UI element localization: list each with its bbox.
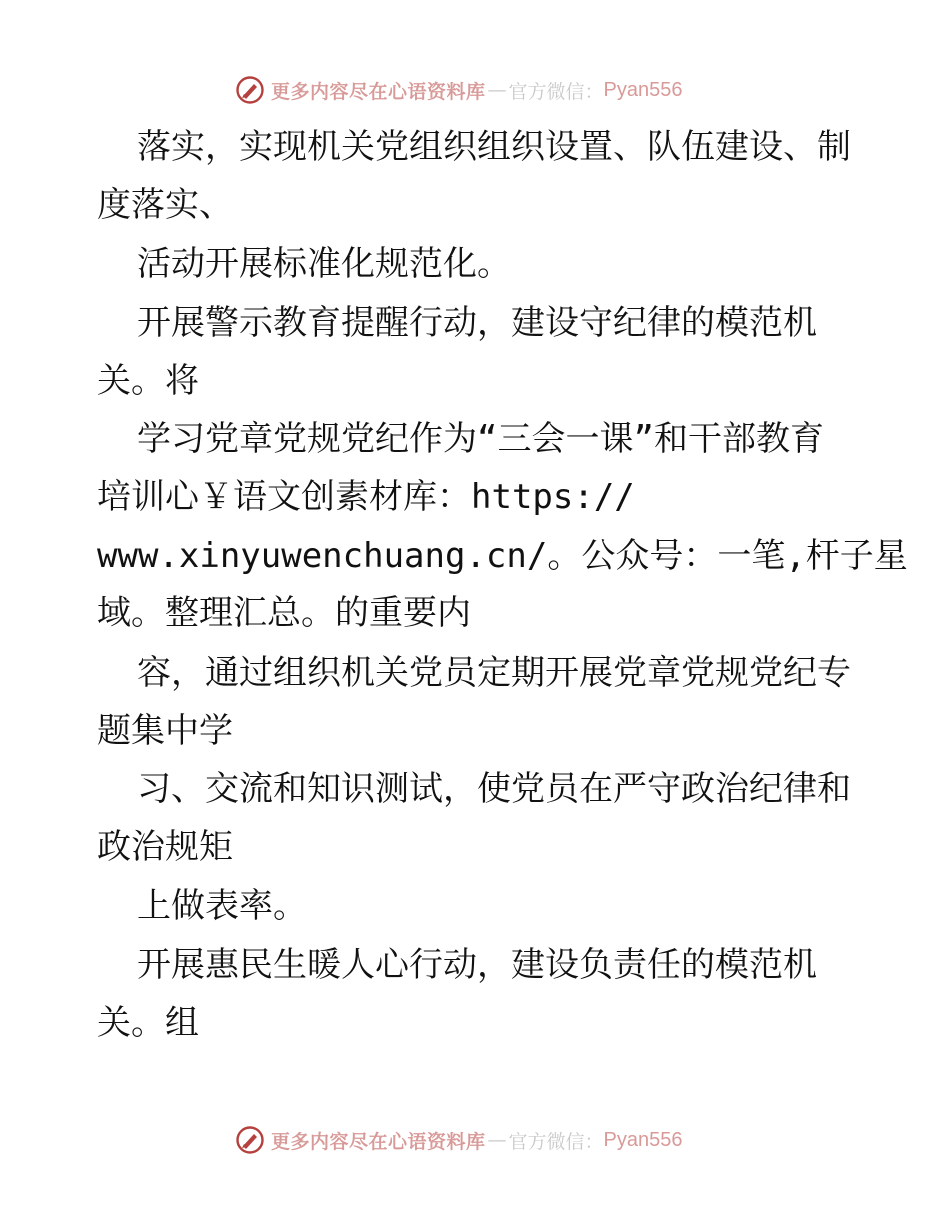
body-line: 域。整理汇总。的重要内 — [97, 593, 471, 633]
body-line: 开展警示教育提醒行动，建设守纪律的模范机 — [137, 303, 817, 343]
body-line: 开展惠民生暖人心行动，建设负责任的模范机 — [137, 945, 817, 985]
banner-separator: — — [487, 1129, 507, 1151]
body-line: 习、交流和知识测试，使党员在严守政治纪律和 — [137, 769, 851, 809]
banner-wechat-label: 官方微信： — [508, 1130, 604, 1153]
body-line: 培训心￥语文创素材库：https:// — [97, 477, 635, 517]
banner-account: Pyan556 — [603, 78, 683, 101]
body-line: 学习党章党规党纪作为“三会一课”和干部教育 — [137, 419, 824, 459]
body-line: 关。组 — [97, 1003, 199, 1043]
body-line: 题集中学 — [97, 711, 233, 751]
banner-separator: — — [487, 79, 507, 101]
banner-account: Pyan556 — [603, 1128, 683, 1151]
body-line: 容，通过组织机关党员定期开展党章党规党纪专 — [137, 653, 851, 693]
header-banner — [235, 73, 683, 107]
body-line: 度落实、 — [97, 185, 233, 225]
body-line: 政治规矩 — [97, 827, 233, 867]
body-line: www.xinyuwenchuang.cn/。公众号：一笔,杆子星 — [97, 536, 908, 576]
body-line: 上做表率。 — [137, 886, 307, 926]
banner-title: 更多内容尽在心语资料库 — [271, 1130, 486, 1153]
pen-circle-logo-icon — [235, 1125, 265, 1155]
body-line: 关。将 — [97, 361, 199, 401]
banner-title: 更多内容尽在心语资料库 — [271, 80, 486, 103]
body-line: 活动开展标准化规范化。 — [137, 244, 511, 284]
footer-banner — [235, 1123, 683, 1157]
body-line: 落实，实现机关党组织组织设置、队伍建设、制 — [137, 127, 851, 167]
pen-circle-logo-icon — [235, 75, 265, 105]
banner-wechat-label: 官方微信： — [508, 80, 604, 103]
